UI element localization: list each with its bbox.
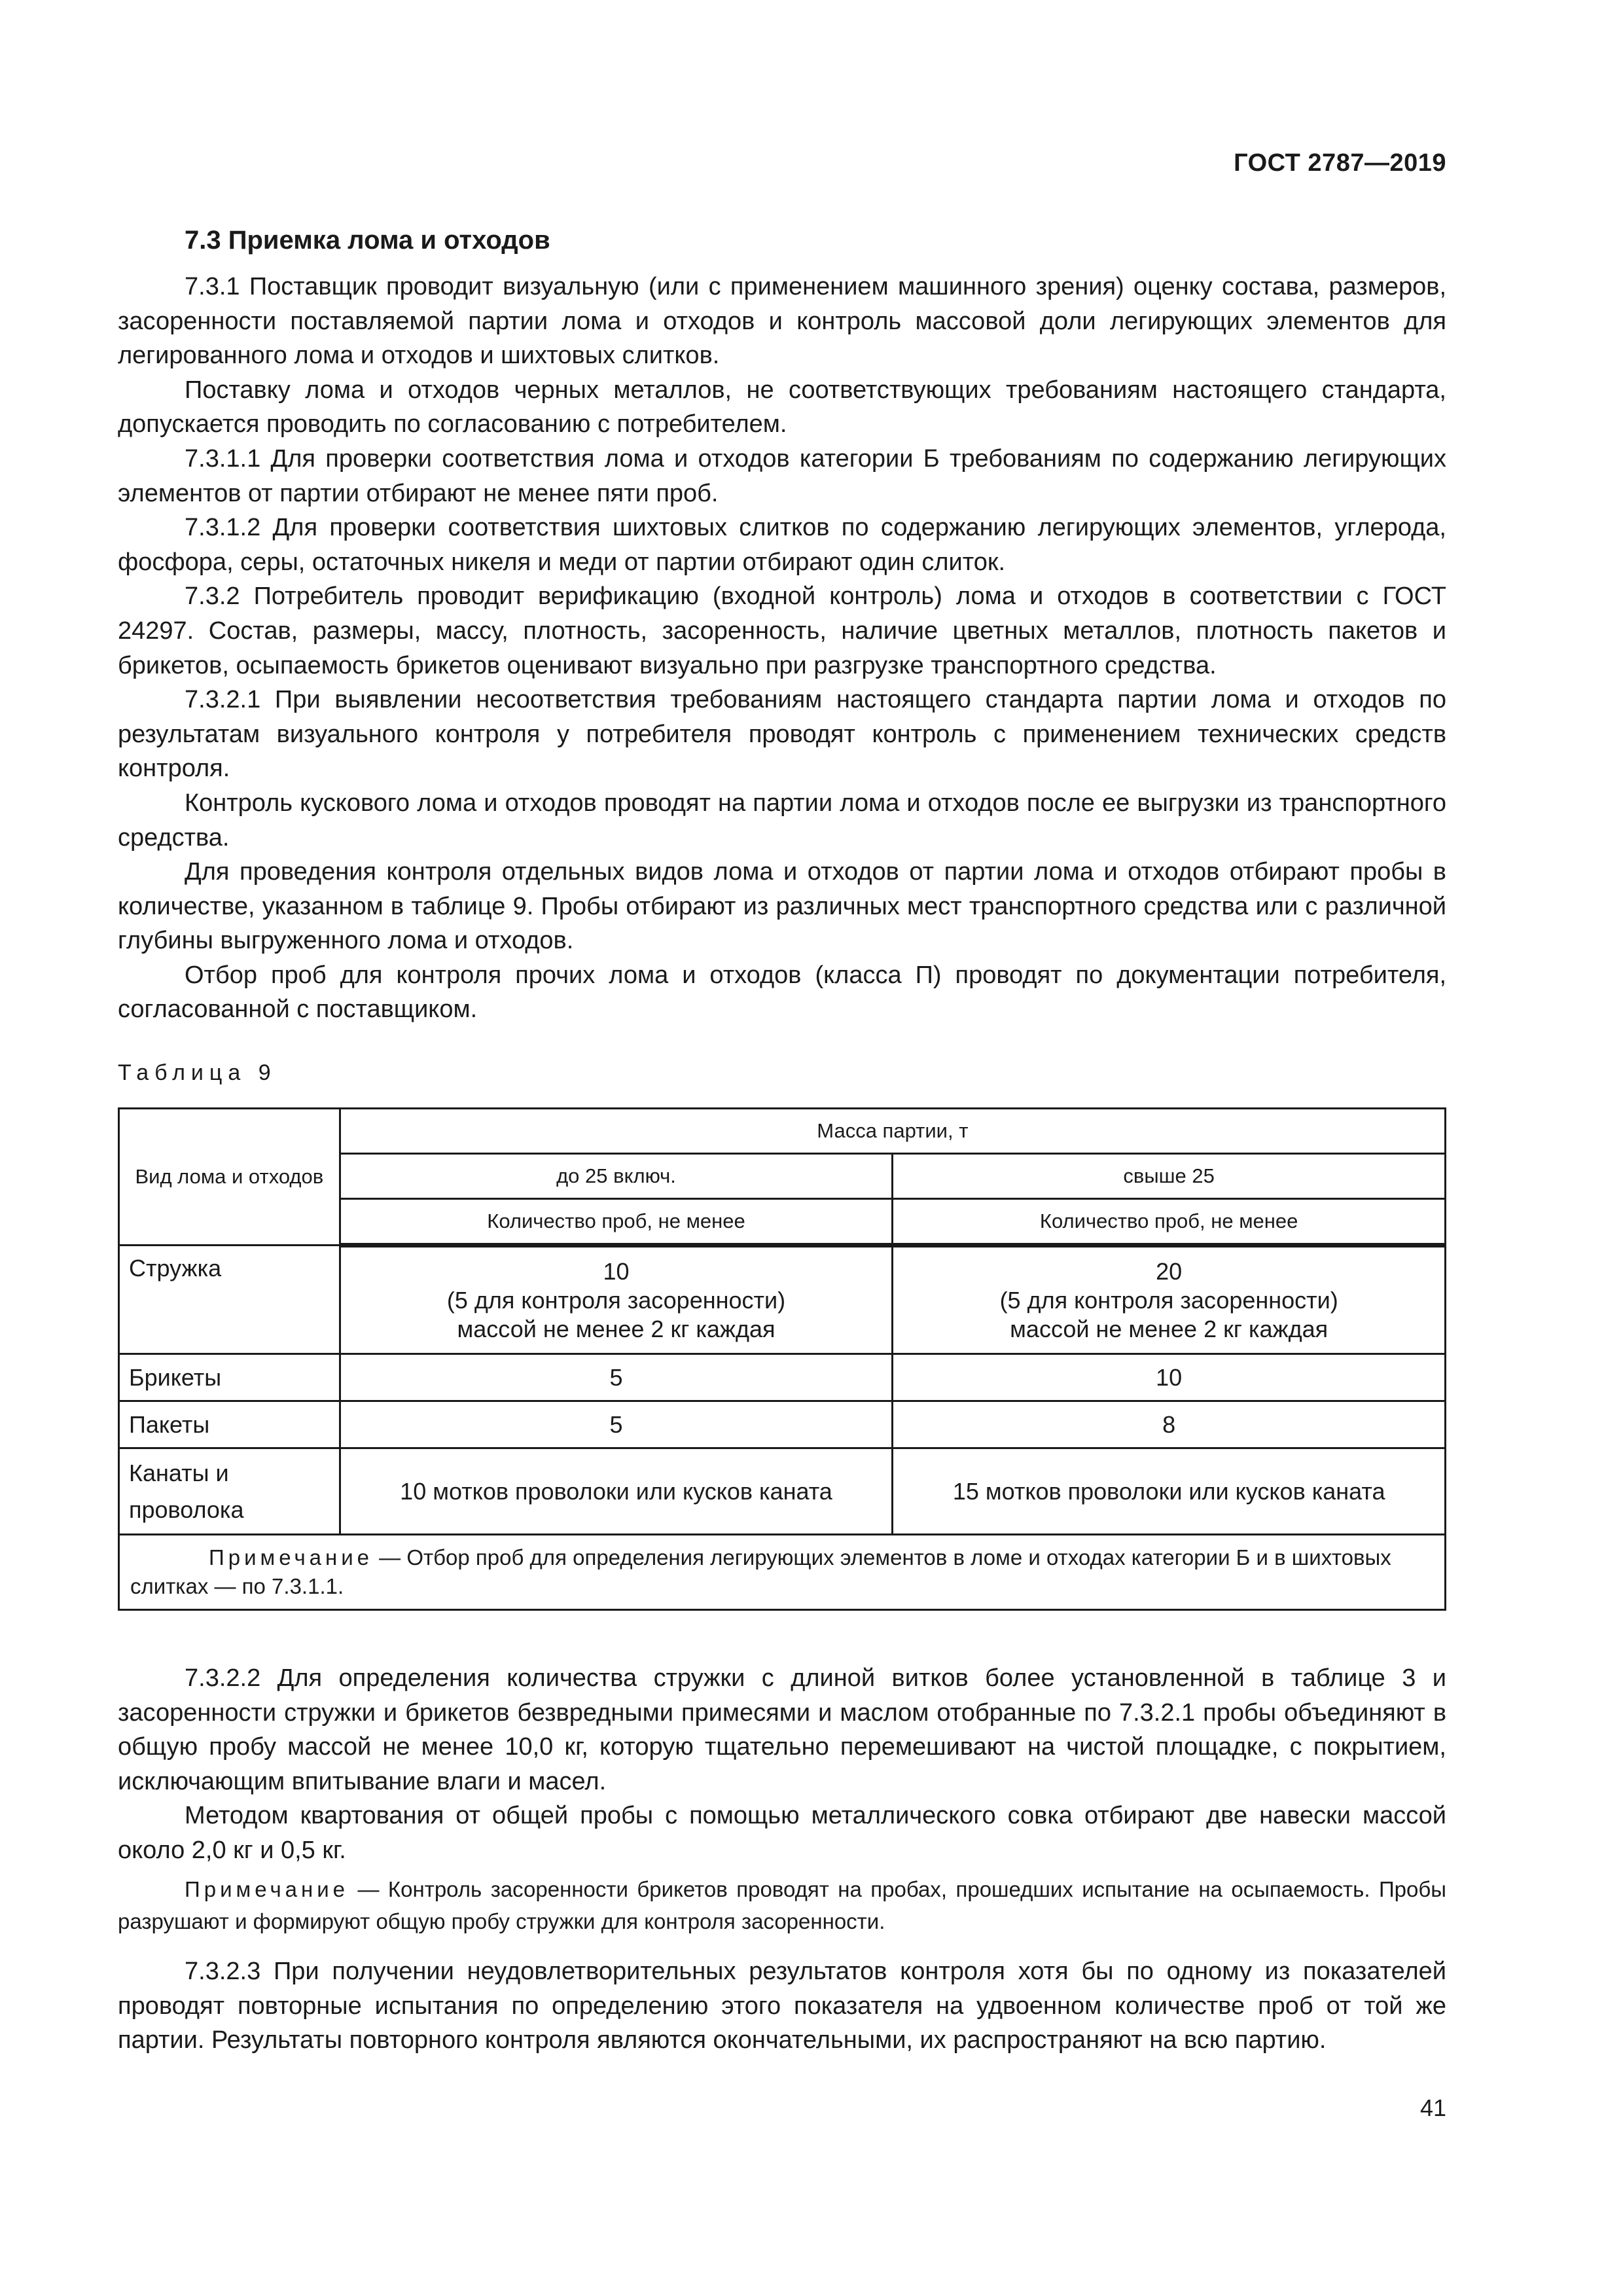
- header-over-25: свыше 25: [893, 1154, 1446, 1199]
- paragraph-7-3-1: 7.3.1 Поставщик проводит визуальную (или с применением машинного зрения) оценку состава, размеров, засоренности поставляемой партии лома и отходов и контроль массовой доли легирующих элементов для легированного лома и отходов и шихтовых слитков.: [118, 273, 1446, 370]
- cell-packets-over-25: 8: [893, 1401, 1446, 1448]
- paragraph-quartering: Методом квартования от общей пробы с помощью металлического совка отбирают две навески массой около 2,0 кг и 0,5 кг.: [118, 1802, 1446, 1864]
- cell-briquettes-up-to-25: 5: [340, 1354, 893, 1401]
- cell-briquettes-over-25: 10: [893, 1354, 1446, 1401]
- cell-shavings-up-to-25: [340, 1246, 893, 1354]
- note-text: — Контроль засоренности брикетов проводят на пробах, прошедших испытание на осыпаемость. Пробы разрушают и формируют общую пробу стружки для контроля засоренности.: [118, 1877, 1446, 1933]
- cell-shavings-over-25: [893, 1246, 1446, 1354]
- table-caption: Таблица 9: [118, 1060, 277, 1085]
- cell-ropes-up-to-25: 10 мотков проволоки или кусков каната: [340, 1448, 893, 1535]
- header-sample-count-2: Количество проб, не менее: [893, 1199, 1446, 1246]
- cell-line: массой не менее 2 кг каждая: [1010, 1315, 1329, 1342]
- cell-line: 10: [603, 1257, 630, 1285]
- paragraph-7-3-2-2: 7.3.2.2 Для определения количества стружки с длиной витков более установленной в таблице 3 и засоренности стружки и брикетов безвредными примесями и маслом отобранные по 7.3.2.1 пробы объединяют в общую пробу массой не менее 10,0 кг, которую тщательно перемешивают на чистой площадке, с покрытием, исключающим впитывание влаги и масел.: [118, 1664, 1446, 1795]
- table-note: [119, 1535, 1446, 1610]
- table-row: [119, 1354, 1446, 1401]
- paragraph-7-3-1-1: 7.3.1.1 Для проверки соответствия лома и отходов категории Б требованиям по содержанию легирующих элементов от партии отбирают не менее пяти проб.: [118, 444, 1446, 507]
- body-text-last: [118, 1954, 1446, 2058]
- header-batch-mass: Масса партии, т: [340, 1109, 1445, 1154]
- row-type-shavings: Стружка: [119, 1246, 340, 1354]
- table-note-label: Примечание: [209, 1545, 374, 1570]
- cell-line: массой не менее 2 кг каждая: [457, 1315, 776, 1342]
- paragraph-lump-scrap-control: Контроль кускового лома и отходов проводят на партии лома и отходов после ее выгрузки из транспортного средства.: [118, 789, 1446, 852]
- paragraph-supply-nonconforming: Поставку лома и отходов черных металлов, не соответствующих требованиям настоящего стандарта, допускается проводить по согласованию с потребителем.: [118, 376, 1446, 439]
- note-label: Примечание: [185, 1877, 349, 1901]
- paragraph-7-3-2-3: 7.3.2.3 При получении неудовлетворительных результатов контроля хотя бы по одному из показателей проводят повторные испытания по определению этого показателя на удвоенном количестве проб от той же партии. Результаты повторного контроля являются окончательными, их распространяют на всю партию.: [118, 1958, 1446, 2054]
- table-header-row-1: [119, 1109, 1446, 1154]
- sampling-table: [118, 1107, 1446, 1611]
- note-paragraph: [118, 1873, 1446, 1937]
- paragraph-7-3-2-1: 7.3.2.1 При выявлении несоответствия требованиям настоящего стандарта партии лома и отходов по результатам визуального контроля у потребителя проводят контроль с применением технических средств контроля.: [118, 686, 1446, 783]
- cell-line: (5 для контроля засоренности): [446, 1286, 786, 1314]
- table-note-text: — Отбор проб для определения легирующих элементов в ломе и отходах категории Б и в шихтовых слитках — по 7.3.1.1.: [130, 1545, 1391, 1598]
- paragraph-7-3-2: 7.3.2 Потребитель проводит верификацию (входной контроль) лома и отходов в соответствии с ГОСТ 24297. Состав, размеры, массу, плотность, засоренность, наличие цветных металлов, плотность пакетов и брикетов, осыпаемость брикетов оценивают визуально при разгрузке транспортного средства.: [118, 583, 1446, 679]
- cell-line: (5 для контроля засоренности): [999, 1286, 1338, 1314]
- paragraph-sampling-quantity: Для проведения контроля отдельных видов лома и отходов от партии лома и отходов отбирают пробы в количестве, указанном в таблице 9. Пробы отбирают из различных мест транспортного средства или с различной глубины выгруженного лома и отходов.: [118, 858, 1446, 955]
- table-row: [119, 1246, 1446, 1354]
- document-page: [118, 0, 1446, 2296]
- table-row: [119, 1448, 1446, 1535]
- cell-line: Канаты и: [129, 1459, 229, 1486]
- paragraph-7-3-1-2: 7.3.1.2 Для проверки соответствия шихтовых слитков по содержанию легирующих элементов, углерода, фосфора, серы, остаточных никеля и меди от партии отбирают один слиток.: [118, 514, 1446, 576]
- row-type-packets: Пакеты: [119, 1401, 340, 1448]
- header-up-to-25: до 25 включ.: [340, 1154, 893, 1199]
- document-code: ГОСТ 2787—2019: [1234, 149, 1446, 177]
- table-note-row: [119, 1535, 1446, 1610]
- row-type-ropes-wire: [119, 1448, 340, 1535]
- body-text-top: [118, 270, 1446, 1027]
- cell-ropes-over-25: 15 мотков проволоки или кусков каната: [893, 1448, 1446, 1535]
- note-block: [118, 1873, 1446, 1937]
- header-sample-count-1: Количество проб, не менее: [340, 1199, 893, 1246]
- section-title: 7.3 Приемка лома и отходов: [185, 226, 550, 255]
- page-number: 41: [1419, 2094, 1446, 2121]
- cell-line: 20: [1156, 1257, 1183, 1285]
- cell-packets-up-to-25: 5: [340, 1401, 893, 1448]
- paragraph-class-p-sampling: Отбор проб для контроля прочих лома и отходов (класса П) проводят по документации потребителя, согласованной с поставщиком.: [118, 961, 1446, 1024]
- row-type-briquettes: Брикеты: [119, 1354, 340, 1401]
- cell-line: проволока: [129, 1496, 244, 1523]
- table-row: [119, 1401, 1446, 1448]
- body-text-bottom: [118, 1661, 1446, 1868]
- header-scrap-type: Вид лома и отходов: [119, 1109, 340, 1246]
